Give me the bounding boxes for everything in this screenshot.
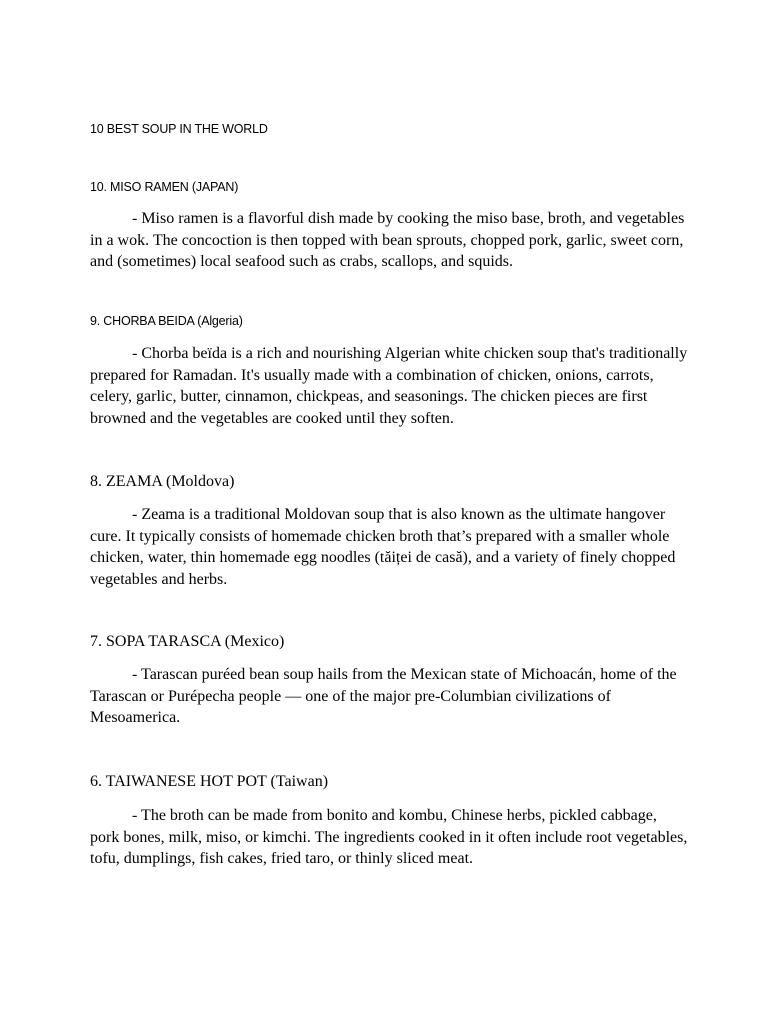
section-heading-taiwanese-hot-pot: 6. TAIWANESE HOT POT (Taiwan) bbox=[90, 773, 329, 790]
document-title: 10 BEST SOUP IN THE WORLD bbox=[90, 122, 268, 136]
section-body-sopa-tarasca: - Tarascan puréed bean soup hails from the Mexican state of Michoacán, home of the Tarascan or Purépecha people — one of the major pre-Columbian civilizations of Mesoamerica. bbox=[90, 666, 677, 726]
section-heading-chorba-beida: 9. CHORBA BEIDA (Algeria) bbox=[90, 314, 243, 328]
section-body-chorba-beida: - Chorba beïda is a rich and nourishing Algerian white chicken soup that's traditionally prepared for Ramadan. It's usually made with a combination of chicken, onions, carrots, celery, garlic, butter, cinnamon, chickpeas, and seasonings. The chicken pieces are first browned and the vegetables are cooked until they soften. bbox=[90, 345, 688, 427]
section-body-taiwanese-hot-pot: - The broth can be made from bonito and kombu, Chinese herbs, pickled cabbage, pork bones, milk, miso, or kimchi. The ingredients cooked in it often include root vegetables, tofu, dumplings, fish cakes, fried taro, or thinly sliced meat. bbox=[90, 807, 688, 867]
section-heading-miso-ramen: 10. MISO RAMEN (JAPAN) bbox=[90, 180, 239, 194]
section-body-zeama: - Zeama is a traditional Moldovan soup that is also known as the ultimate hangover cure. It typically consists of homemade chicken broth that’s prepared with a smaller whole chicken, water, thin homemade egg noodles (tăiței de casă), and a variety of finely chopped vegetables and herbs. bbox=[90, 506, 676, 588]
section-heading-sopa-tarasca: 7. SOPA TARASCA (Mexico) bbox=[90, 633, 285, 650]
section-heading-zeama: 8. ZEAMA (Moldova) bbox=[90, 473, 235, 490]
section-body-miso-ramen: - Miso ramen is a flavorful dish made by cooking the miso base, broth, and vegetables in a wok. The concoction is then topped with bean sprouts, chopped pork, garlic, sweet corn, and (sometimes) local seafood such as crabs, scallops, and squids. bbox=[90, 210, 685, 270]
